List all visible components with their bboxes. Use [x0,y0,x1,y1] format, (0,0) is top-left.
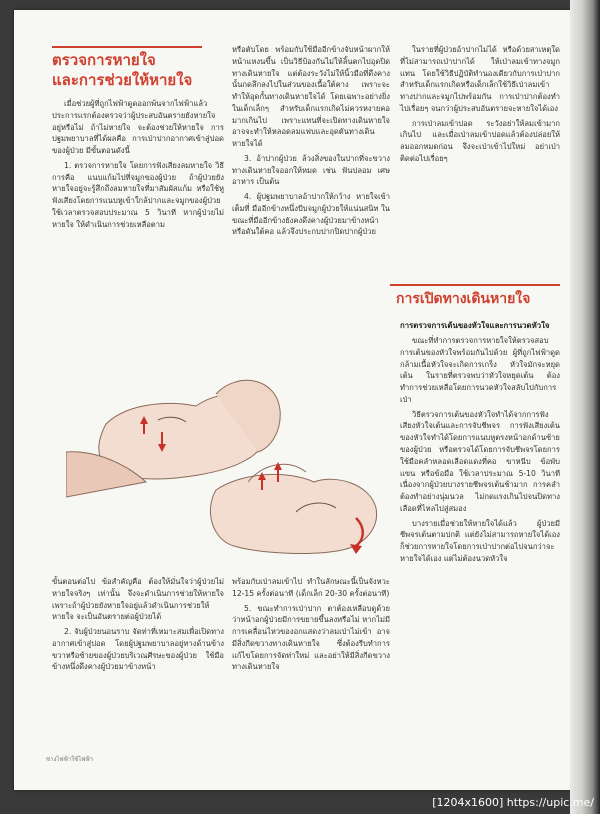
column-2-bottom [232,576,390,676]
upload-watermark [0,792,600,814]
page-footer: ช่างไฟฟ้าใช้ไฟฟ้า [46,756,94,763]
column-1-bottom [52,576,224,676]
paragraph: การเป่าลมเข้าปอด ระวังอย่าให้ลมเข้ามากเกินไป และเมื่อเป่าลมเข้าปอดแล้วต้องปล่อยให้ลมออกหมดก่อน จึงจะเป่าเข้าไปใหม่ อย่าเป่าติดต่อไปเรื่อยๆ [400,118,560,163]
paragraph: ขณะที่ทำการตรวจการหายใจให้ตรวจสอบการเต้นของหัวใจพร้อมกันไปด้วย ผู้ที่ถูกไฟฟ้าดูด กล้ามเนื้อหัวใจจะเกิดการเกร็ง หัวใจมักจะหยุดเต้น ในรายที่ตรวจพบว่าหัวใจหยุดเต้น ต้องทำการช่วยเหลือโดยการนวดหัวใจสลับไปกับการเป่า [400,336,560,404]
paragraph: หรือตับโดย พร้อมกับใช้มืออีกข้างจับหน้าผากให้หน้าแหงนขึ้น เป็นวิธีป้องกันไม่ให้ลิ้นตกไปอุดปิดทางเดินหายใจ แต่ต้องระวังไม่ให้นิ้วมือที่ดึงคางนั้นกดลึกลงไปในส่วนของเนื้อใต้คาง เพราะจะทำให้อุดกั้นทางเดินหายใจได้ โดยเฉพาะอย่างยิ่งในเด็กเล็กๆ สำหรับเด็กแรกเกิดไม่ควรหงายคอมากเกินไป เพราะแทนที่จะเปิดทางเดินหายใจ อาจจะทำให้หลอดลมแฟบและอุดตันทางเดินหายใจได้ [232,45,390,149]
column-3-top [400,44,560,168]
article-title [52,50,222,91]
title-rule [52,46,202,48]
paragraph: 4. ผู้ปฐมพยาบาลอ้าปากให้กว้าง หายใจเข้าเต็มที่ มืออีกข้างหนึ่งบีบจมูกผู้ป่วยให้แน่นสนิท ในขณะที่มืออีกข้างยังคงดึงคางผู้ป่วยมาข้างหน้าหรือดันใต้คอ แล้วจึงประกบปากปิดปากผู้ป่วย [232,192,390,237]
section-2-title: การเปิดทางเดินหายใจ [396,291,531,307]
section-rule [390,284,560,286]
paragraph: ในรายที่ผู้ป่วยอ้าปากไม่ได้ หรือด้วยสาเหตุใดที่ไม่สามารถเป่าปากได้ ให้เป่าลมเข้าทางจมูกแทน โดยใช้วิธีปฏิบัติทำนองเดียวกับการเป่าปาก สำหรับเด็กแรกเกิดหรือเด็กเล็กใช้วิธีเป่าลมเข้าทางปากและจมูกไปพร้อมกัน การเป่าปากต้องทำไปเรื่อยๆ จนกว่าผู้ประสบอันตรายจะหายใจได้เอง [400,45,560,113]
paragraph: 1. ตรวจการหายใจ โดยการฟังเสียงลมหายใจ วิธีการคือ แนบแก้มไปที่จมูกของผู้ป่วย ถ้าผู้ป่วยยังหายใจอยู่จะรู้สึกถึงลมหายใจที่มาสัมผัสแก้ม หรือใช้หูฟังเสียงโดยการแนบหูเข้าใกล้ปากและจมูกของผู้ป่วย ใช้เวลาตรวจสอบประมาณ 5 วินาที หากผู้ป่วยไม่หายใจ ให้ดำเนินการช่วยเหลือตาม [52,160,224,229]
sub-heading: การตรวจการเต้นของหัวใจและการนวดหัวใจ [400,321,550,330]
chin-lift-figure [210,462,376,554]
paragraph: 2. จับผู้ป่วยนอนราบ จัดท่าที่เหมาะสมเพื่อเปิดทางอากาศเข้าสู่ปอด โดยผู้ปฐมพยาบาลอยู่ทางด้านข้างขวาหรือซ้ายของผู้ป่วยบริเวณศีรษะของผู้ป่วย ใช้มือข้างหนึ่งดึงคางผู้ป่วยมาข้างหน้า [52,627,224,672]
paragraph: วิธีตรวจการเต้นของหัวใจทำได้จากการฟังเสียงหัวใจเต้นและการจับชีพจร การฟังเสียงเต้นของหัวใจทำได้โดยการแนบหูตรงหน้าอกด้านซ้ายของผู้ป่วย หรือตรวจได้โดยการจับชีพจรโดยการใช้มือคลำหลอดเลือดแดงที่คอ ขาหนีบ ข้อพับ แขน หรือข้อมือ ใช้เวลาประมาณ 5-10 วินาที เนื่องจากผู้ป่วยบางรายชีพจรเต้นช้ามาก การคลำต้องทำอย่างนุ่มนวล ไม่กดแรงเกินไปจนปิดทางเลือดที่ไหลไปสู่สมอง [400,409,560,513]
paragraph: 5. ขณะทำการเป่าปาก ตาต้องเหลือบดูด้วยว่าหน้าอกผู้ป่วยมีการขยายขึ้นลงหรือไม่ หากไม่มีการเคลื่อนไหวของอกแสดงว่าลมเป่าไม่เข้า อาจมีสิ่งกีดขวางทางเดินหายใจ ซึ่งต้องรีบทำการแก้ไขโดยการจัดท่าใหม่ และอย่าให้มีสิ่งกีดขวางทางเดินหายใจ [232,603,390,672]
column-2-top [232,44,390,241]
cpr-illustration [66,332,386,577]
paragraph: พร้อมกับเป่าลมเข้าไป ทำในลักษณะนี้เป็นจังหวะ 12-15 ครั้งต่อนาที (เด็กเล็ก 20-30 ครั้งต่อนาที) [232,577,390,598]
magazine-page [14,10,570,790]
title-line-1: ตรวจการหายใจ [52,51,156,69]
paragraph: ขั้นตอนต่อไป ข้อสำคัญคือ ต้องให้มั่นใจว่าผู้ป่วยไม่หายใจจริงๆ เท่านั้น จึงจะดำเนินการช่วยให้หายใจ เพราะถ้าผู้ป่วยยังหายใจอยู่แล้วดำเนินการช่วยให้หายใจ จะเป็นอันตรายต่อผู้ป่วยได้ [52,577,224,622]
paragraph: บางรายเมื่อช่วยให้หายใจได้แล้ว ผู้ป่วยมีชีพจรเต้นตามปกติ แต่ยังไม่สามารถหายใจได้เอง ก็ช่วยการหายใจโดยการเป่าปากต่อไปจนกว่าจะหายใจได้เอง แต่ไม่ต้องนวดหัวใจ [400,518,560,563]
watermark-text: [1204x1600] https://upic.me/ [432,796,594,809]
paragraph: เมื่อช่วยผู้ที่ถูกไฟฟ้าดูดออกพ้นจากไฟฟ้าแล้ว ประการแรกต้องตรวจว่าผู้ประสบอันตรายยังหายใจอยู่หรือไม่ ถ้าไม่หายใจ จะต้องช่วยให้หายใจ การปฐมพยาบาลที่ได้ผลคือ การเป่าปากอากาศเข้าสู่ปอดของผู้ป่วย มีขั้นตอนดังนี้ [52,99,224,156]
column-1-top [52,98,224,233]
page-edge-shadow [570,0,600,814]
paragraph: 3. อ้าปากผู้ป่วย ล้วงสิ่งของในปากที่จะขวางทางเดินหายใจออกให้หมด เช่น ฟันปลอม เศษอาหาร เป็นต้น [232,153,390,187]
title-line-2: และการช่วยให้หายใจ [52,71,193,90]
column-3-bottom [400,320,560,568]
